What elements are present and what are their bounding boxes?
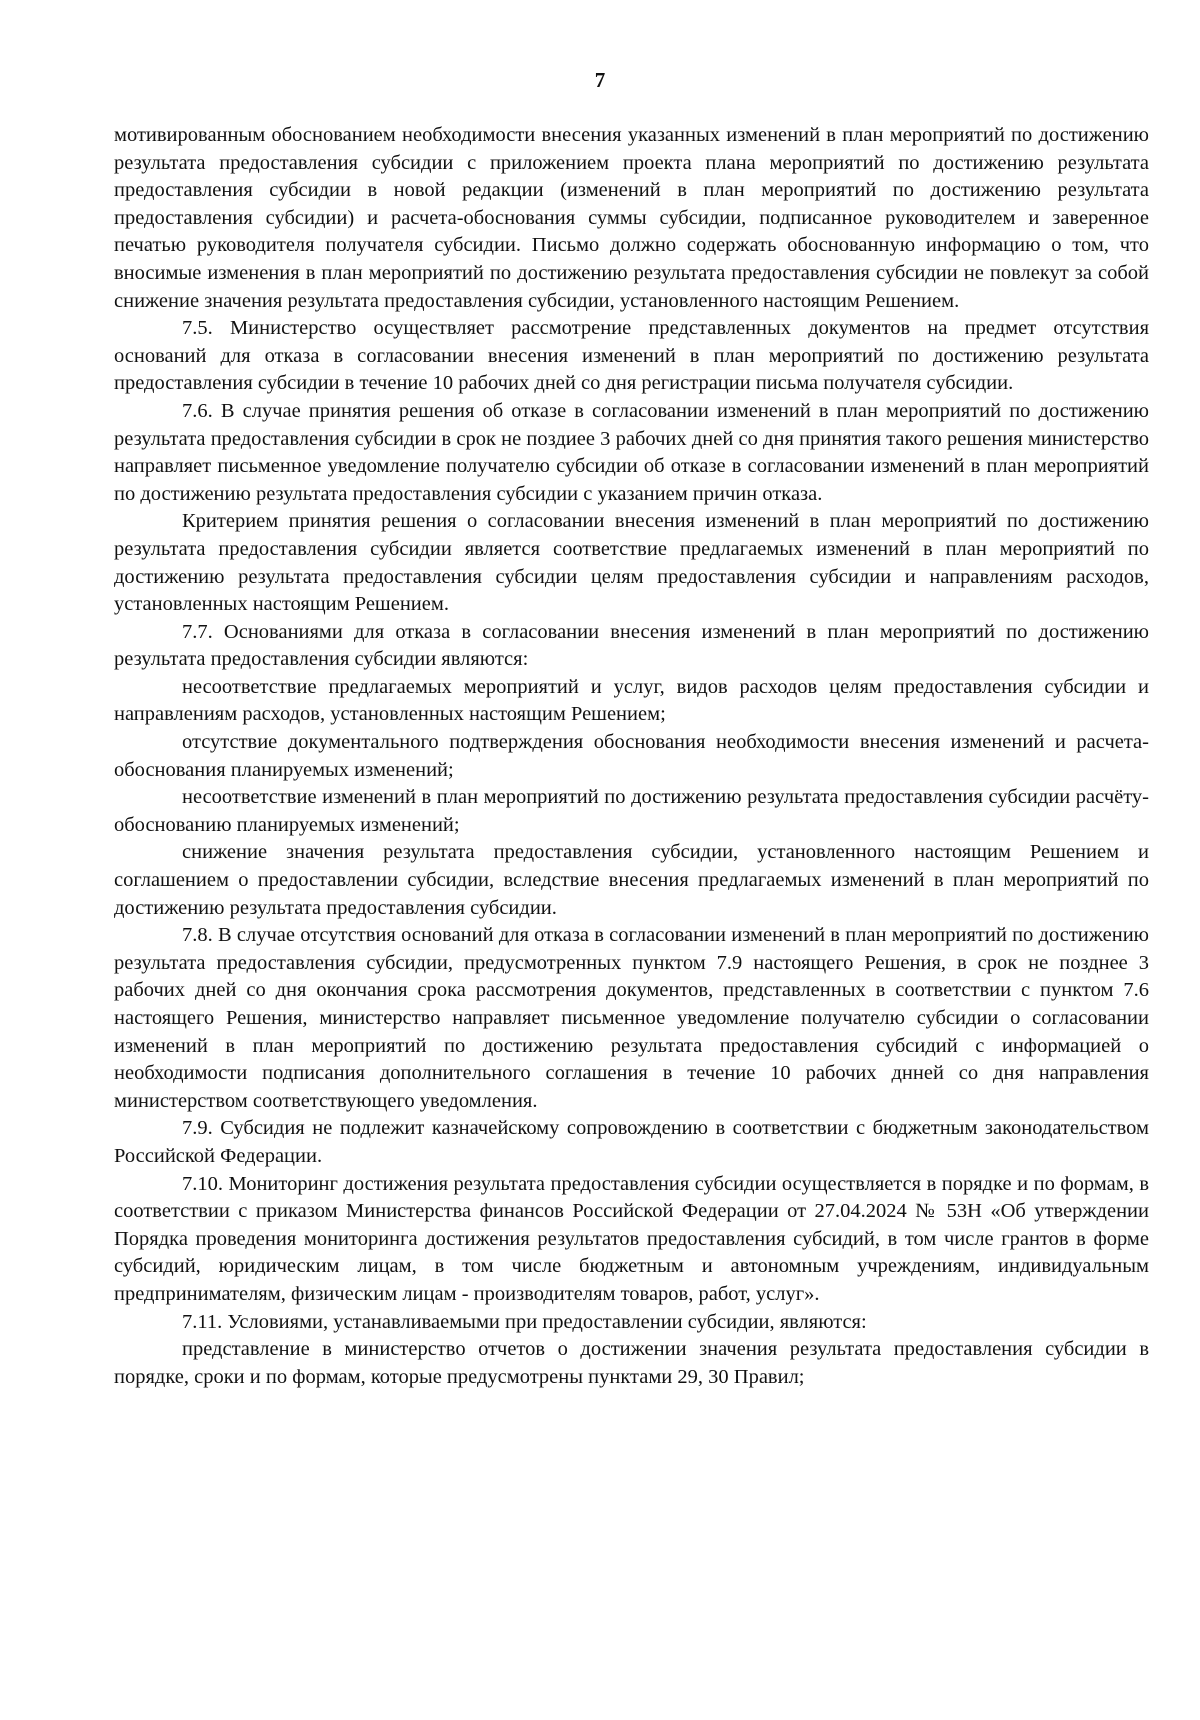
paragraph-criterion: Критерием принятия решения о согласовании внесения изменений в план мероприятий по достижению результата предоставления субсидии является соответствие предлагаемых изменений в план мероприятий по достижению результата предоставления субсидии целям предоставления субсидии и направлениям расходов, установленных настоящим Решением. xyxy=(114,510,1149,616)
paragraph-7-11: 7.11. Условиями, устанавливаемыми при предоставлении субсидии, являются: xyxy=(182,1310,867,1333)
document-body xyxy=(114,122,1149,1391)
page-number: 7 xyxy=(594,68,606,92)
paragraph-7-8: 7.8. В случае отсутствия оснований для отказа в согласовании изменений в план мероприятий по достижению результата предоставления субсидии, предусмотренных пунктом 7.9 настоящего Решения, в срок не позднее 3 рабочих дней со дня окончания срока рассмотрения документов, представленных в соответствии с пунктом 7.6 настоящего Решения, министерство направляет письменное уведомление получателю субсидии о согласовании изменений в план мероприятий по достижению результата предоставления субсидий с информацией о необходимости подписания дополнительного соглашения в течение 10 рабочих днней со дня направления министерством соответствующего уведомления. xyxy=(114,924,1149,1112)
paragraph-7-7: 7.7. Основаниями для отказа в согласовании внесения изменений в план мероприятий по достижению результата предоставления субсидии являются: xyxy=(114,620,1149,671)
paragraph-7-9: 7.9. Субсидия не подлежит казначейскому сопровождению в соответствии с бюджетным законодательством Российской Федерации. xyxy=(114,1117,1149,1167)
list-item-result-decrease: снижение значения результата предоставления субсидии, установленного настоящим Решением и соглашением о предоставлении субсидии, вследствие внесения предлагаемых изменений в план мероприятий по достижению результата предоставления субсидии. xyxy=(114,841,1149,919)
paragraph-7-6: 7.6. В случае принятия решения об отказе в согласовании изменений в план мероприятий по достижению результата предоставления субсидии в срок не поздиее 3 рабочих дней со дня принятия такого решения министерство направляет письменное уведомление получателю субсидии об отказе в согласовании изменений в план мероприятий по достижению результата предоставления субсидии с указанием причин отказа. xyxy=(114,399,1149,505)
paragraph-continuation: мотивированным обоснованием необходимости внесения указанных изменений в план мероприятий по достижению результата предоставления субсидии с приложением проекта плана мероприятий по достижению результата предоставления субсидии в новой редакции (изменений в план мероприятий по достижению результата предоставления субсидии) и расчета-обоснования суммы субсидии, подписанное руководителем и заверенное печатью руководителя получателя субсидии. Письмо должно содержать обоснованную информацию о том, что вносимые изменения в план мероприятий по достижению результата предоставления субсидии не повлекут за собой снижение значения результата предоставления субсидии, установленного настоящим Решением. xyxy=(114,124,1149,312)
list-item-mismatch-measures: несоответствие предлагаемых мероприятий и услуг, видов расходов целям предоставления субсидии и направлениям расходов, установленных настоящим Решением; xyxy=(114,675,1149,726)
paragraph-7-10: 7.10. Мониторинг достижения результата предоставления субсидии осуществляется в порядке и по формам, в соответствии с приказом Министерства финансов Российской Федерации от 27.04.2024 № 53Н «Об утверждении Порядка проведения мониторинга достижения результатов предоставления субсидий, в том числе грантов в форме субсидий, юридическим лицам, в том числе бюджетным и автономным учреждениям, индивидуальным предпринимателям, физическим лицам - производителям товаров, работ, услуг». xyxy=(114,1172,1149,1305)
list-item-mismatch-calculation: несоответствие изменений в план мероприятий по достижению результата предоставления субсидии расчёту-обоснованию планируемых изменений; xyxy=(114,786,1149,836)
list-item-no-documents: отсутствие документального подтверждения обоснования необходимости внесения изменений и расчета-обоснования планируемых изменений; xyxy=(114,731,1149,781)
list-item-reports: представление в министерство отчетов о достижении значения результата предоставления субсидии в порядке, сроки и по формам, которые предусмотрены пунктами 29, 30 Правил; xyxy=(114,1338,1149,1388)
paragraph-7-5: 7.5. Министерство осуществляет рассмотрение представленных документов на предмет отсутствия оснований для отказа в согласовании внесения изменений в план мероприятий по достижению результата предоставления субсидии в течение 10 рабочих дней со дня регистрации письма получателя субсидии. xyxy=(114,317,1149,395)
